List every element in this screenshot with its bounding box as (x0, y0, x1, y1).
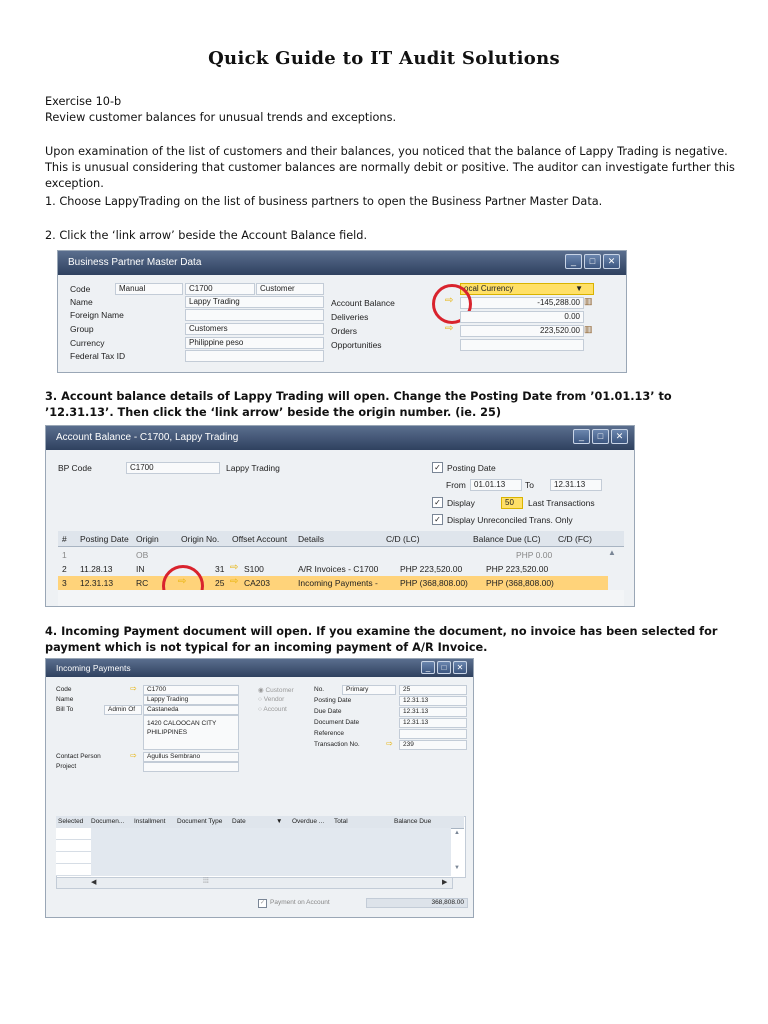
link-arrow-icon[interactable]: ⇨ (445, 295, 454, 306)
orders-label: Orders (331, 326, 357, 336)
row-details: Incoming Payments - (298, 578, 378, 588)
scroll-right-icon[interactable]: ▶ (442, 879, 448, 886)
last-transactions-label: Last Transactions (528, 498, 595, 508)
col-header-balance-due[interactable]: Balance Due (394, 818, 432, 825)
row-number: 1 (62, 550, 67, 560)
row-origin-no: 31 (215, 564, 225, 574)
orders-field: 223,520.00 (460, 325, 584, 337)
link-arrow-icon[interactable]: ⇨ (230, 562, 239, 573)
group-select[interactable]: Customers (185, 323, 324, 335)
unreconciled-checkbox[interactable]: ✓ (432, 514, 443, 525)
posting-date-label: Posting Date (314, 697, 352, 704)
federal-tax-label: Federal Tax ID (70, 351, 126, 361)
horizontal-scrollbar[interactable] (56, 877, 453, 889)
step-1: 1. Choose LappyTrading on the list of business partners to open the Business Partner Master Data. (45, 195, 603, 208)
row-number: 2 (62, 564, 67, 574)
col-header-number: # (62, 534, 67, 544)
step-4: 4. Incoming Payment document will open. If you examine the document, no invoice has been selected for payment which is not typical for an incoming payment of A/R Invoice. (45, 625, 718, 654)
posting-date-checkbox[interactable]: ✓ (432, 462, 443, 473)
bp-master-window (57, 250, 627, 373)
chevron-down-icon: ▼ (575, 284, 583, 293)
col-header-total[interactable]: Total (334, 818, 348, 825)
transaction-no-label: Transaction No. (314, 741, 360, 748)
transaction-no-field: 239 (399, 740, 467, 750)
currency-label: Currency (70, 338, 105, 348)
ip-code-field[interactable]: C1700 (143, 685, 239, 695)
link-arrow-icon[interactable]: ⇨ (230, 576, 239, 587)
display-count-field[interactable]: 50 (501, 497, 523, 509)
row-offset-account: CA203 (244, 578, 270, 588)
contact-label: Contact Person (56, 753, 101, 760)
account-balance-titlebar (46, 426, 634, 450)
close-icon[interactable]: ✕ (453, 661, 467, 674)
opportunities-field (460, 339, 584, 351)
name-label: Name (70, 297, 93, 307)
due-date-field[interactable]: 12.31.13 (399, 707, 467, 717)
col-header-origin[interactable]: Origin (136, 534, 159, 544)
radio-customer[interactable]: ◉ Customer (258, 687, 294, 694)
opportunities-label: Opportunities (331, 340, 382, 350)
row-number: 3 (62, 578, 67, 588)
link-arrow-icon[interactable]: ⇨ (178, 576, 187, 587)
col-header-document[interactable]: Documen... (91, 818, 125, 825)
incoming-payments-titlebar (46, 659, 473, 677)
step-3: 3. Account balance details of Lappy Trading will open. Change the Posting Date from ’01.01.13’ to ’12.31.13’. Then click the ‘link arrow’ beside the origin number. (ie. 25) (45, 390, 672, 419)
name-field[interactable]: Lappy Trading (185, 296, 324, 308)
scroll-up-icon[interactable]: ▲ (608, 548, 616, 557)
address-line-1: 1420 CALOOCAN CITY (147, 720, 217, 727)
sort-icon[interactable]: ▼ (276, 818, 283, 825)
row-posting-date: 11.28.13 (80, 564, 113, 574)
row-posting-date: 12.31.13 (80, 578, 114, 588)
row-cd-lc: PHP (368,808.00) (400, 578, 468, 588)
empty-row (58, 590, 624, 606)
project-label: Project (56, 763, 77, 770)
bp-code-label: BP Code (58, 463, 92, 473)
row-origin-no: 25 (215, 578, 225, 588)
minimize-icon[interactable]: _ (573, 429, 590, 444)
posting-date-field[interactable]: 12.31.13 (399, 696, 467, 706)
series-select[interactable]: Primary (342, 685, 396, 695)
bill-to-field[interactable]: Castaneda (143, 705, 239, 715)
account-balance-window (45, 425, 635, 607)
close-icon[interactable]: ✕ (603, 254, 620, 269)
minimize-icon[interactable]: _ (565, 254, 582, 269)
link-arrow-icon[interactable]: ⇨ (445, 323, 454, 334)
grid-disabled-cells (91, 828, 451, 876)
col-header-selected[interactable]: Selected (58, 818, 84, 825)
row-balance-due: PHP 223,520.00 (486, 564, 549, 574)
currency-display-select[interactable] (460, 283, 594, 295)
account-balance-field: -145,288.00 (460, 297, 584, 309)
bp-master-title: Business Partner Master Data (68, 257, 202, 268)
currency-display-value: ocal Currency (464, 284, 514, 293)
reference-label: Reference (314, 730, 344, 737)
chart-icon[interactable]: ▥ (584, 296, 593, 306)
link-arrow-icon[interactable]: ⇨ (130, 684, 137, 693)
page-title: Quick Guide to IT Audit Solutions (208, 48, 560, 69)
address-line-2: PHILIPPINES (147, 729, 188, 736)
bp-type-select[interactable]: Customer (256, 283, 324, 295)
row-origin: IN (136, 564, 145, 574)
col-header-balance-due-lc[interactable]: Balance Due (LC) (473, 534, 541, 544)
document-date-label: Document Date (314, 719, 360, 726)
col-header-overdue[interactable]: Overdue ... (292, 818, 325, 825)
federal-tax-field[interactable] (185, 350, 324, 362)
exercise-objective: Review customer balances for unusual trends and exceptions. (45, 111, 397, 124)
posting-date-label: Posting Date (447, 463, 496, 473)
code-label: Code (56, 686, 72, 693)
display-checkbox[interactable]: ✓ (432, 497, 443, 508)
incoming-payments-window (45, 658, 474, 918)
col-header-cd-fc[interactable]: C/D (FC) (558, 534, 592, 544)
scroll-up-icon[interactable]: ▲ (454, 830, 460, 836)
radio-account[interactable]: ○ Account (258, 706, 287, 713)
name-label: Name (56, 696, 74, 703)
link-arrow-icon[interactable]: ⇨ (130, 751, 137, 760)
col-header-date[interactable]: Date (232, 818, 246, 825)
bp-code-field: C1700 (126, 462, 220, 474)
bill-to-label: Bill To (56, 706, 74, 713)
scroll-down-icon[interactable]: ▼ (454, 865, 460, 871)
code-field[interactable]: C1700 (185, 283, 255, 295)
display-label: Display (447, 498, 475, 508)
col-header-details[interactable]: Details (298, 534, 324, 544)
to-label: To (525, 480, 534, 490)
col-header-posting-date[interactable]: Posting Date (80, 534, 129, 544)
row-origin: OB (136, 550, 149, 560)
account-balance-label: Account Balance (331, 298, 395, 308)
maximize-icon[interactable]: □ (592, 429, 609, 444)
row-details: A/R Invoices - C1700 (298, 564, 379, 574)
step-2: 2. Click the ‘link arrow’ beside the Account Balance field. (45, 229, 368, 242)
row-balance-due: PHP 0.00 (516, 550, 553, 560)
col-header-document-type[interactable]: Document Type (177, 818, 223, 825)
incoming-payments-title: Incoming Payments (56, 663, 131, 673)
col-header-offset-account[interactable]: Offset Account (232, 534, 288, 544)
account-balance-title: Account Balance - C1700, Lappy Trading (56, 432, 239, 443)
scroll-grip-icon[interactable]: ⁞⁞⁞ (203, 878, 209, 885)
payment-on-account-checkbox[interactable]: ✓ (259, 900, 266, 906)
col-header-cd-lc[interactable]: C/D (LC) (386, 534, 420, 544)
reference-field[interactable] (399, 729, 467, 739)
no-label: No. (314, 686, 325, 693)
unreconciled-label: Display Unreconciled Trans. Only (447, 515, 573, 525)
col-header-installment[interactable]: Installment (134, 818, 166, 825)
payment-on-account-label: Payment on Account (270, 899, 330, 906)
from-label: From (446, 480, 466, 490)
close-icon[interactable]: ✕ (611, 429, 628, 444)
deliveries-field: 0.00 (460, 311, 584, 323)
row-cd-lc: PHP 223,520.00 (400, 564, 463, 574)
maximize-icon[interactable]: □ (584, 254, 601, 269)
payment-on-account-field: 368,808.00 (366, 898, 468, 908)
radio-vendor[interactable]: ○ Vendor (258, 696, 285, 703)
bill-to-select[interactable]: Admin Of (104, 705, 142, 715)
exercise-label: Exercise 10-b (45, 95, 122, 108)
document-date-field[interactable]: 12.31.13 (399, 718, 467, 728)
contact-field[interactable]: Agullus Sembrano (143, 752, 239, 762)
doc-number-field[interactable]: 25 (399, 685, 467, 695)
group-label: Group (70, 324, 94, 334)
code-series-select[interactable]: Manual (115, 283, 183, 295)
ip-name-field[interactable]: Lappy Trading (143, 695, 239, 705)
row-balance-due: PHP (368,808.00) (486, 578, 554, 588)
scroll-left-icon[interactable]: ◀ (91, 879, 97, 886)
deliveries-label: Deliveries (331, 312, 369, 322)
row-offset-account: S100 (244, 564, 264, 574)
currency-select[interactable]: Philippine peso (185, 337, 324, 349)
intro-paragraph: Upon examination of the list of customers and their balances, you noticed that the balance of Lappy Trading is negative. This is unusual considering that customer balances are normally debit or positive. The auditor can investigate further this exception. (45, 145, 735, 190)
address-box[interactable] (143, 715, 239, 750)
row-origin: RC (136, 578, 149, 588)
chart-icon[interactable]: ▥ (584, 324, 593, 334)
maximize-icon[interactable]: □ (437, 661, 451, 674)
due-date-label: Due Date (314, 708, 342, 715)
from-date-field[interactable]: 01.01.13 (470, 479, 522, 491)
bp-master-titlebar (58, 251, 626, 275)
col-header-origin-no[interactable]: Origin No. (181, 534, 220, 544)
foreign-name-label: Foreign Name (70, 310, 124, 320)
link-arrow-icon[interactable]: ⇨ (386, 739, 393, 748)
foreign-name-field[interactable] (185, 309, 324, 321)
minimize-icon[interactable]: _ (421, 661, 435, 674)
code-label: Code (70, 284, 91, 294)
to-date-field[interactable]: 12.31.13 (550, 479, 602, 491)
project-field[interactable] (143, 762, 239, 772)
bp-name-text: Lappy Trading (226, 463, 280, 473)
